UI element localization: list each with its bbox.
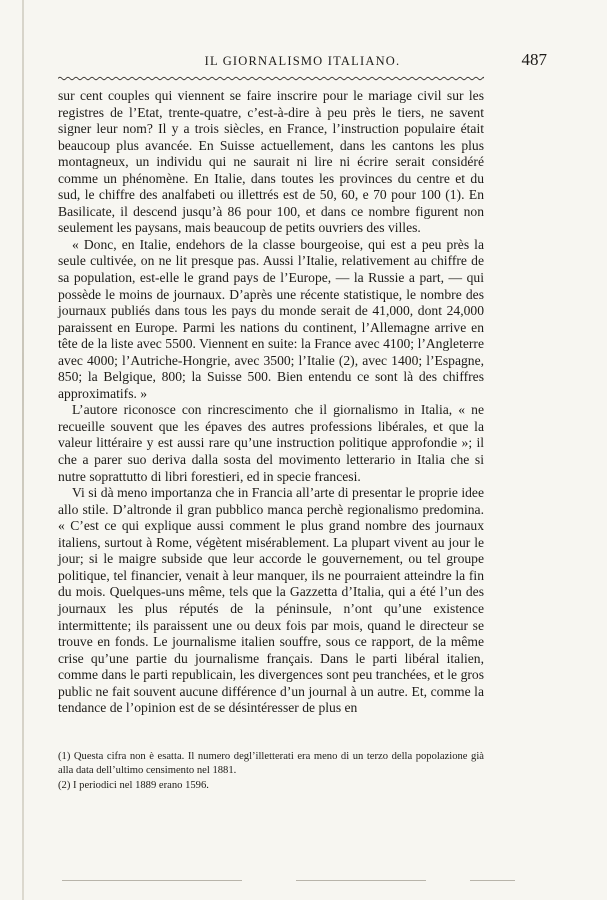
paragraph: L’autore riconosce con rincrescimento che il giornalismo in Italia, « ne recueille souvent que les épaves des autres professions libérales, et que la valeur littéraire y est aussi rare qu’une instruction politique approfondie »; il che a parer suo deriva dalla sosta del movimento letterario in Italia che si nutre soprattutto di libri forestieri, ed in specie francesi. [58, 402, 484, 484]
paragraph: sur cent couples qui viennent se faire inscrire pour le mariage civil sur les registres de l’Etat, trente-quatre, c’est-à-dire à peu près le tiers, ne savent signer leur nom? Il y a trois siècles, en France, l’instruction populaire était beaucoup plus avancée. En Suisse actuellement, dans les cantons les plus montagneux, un individu qui ne saurait ni lire ni écrire serait considéré comme un phénomène. En Italie, dans toutes les provinces du centre et du sud, le chiffre des analfabeti ou illettrés est de 50, 60, e 70 pour 100 (1). En Basilicate, il descend jusqu’à 86 pour 100, et dans ce nombre figurent non seulement les paysans, mais beaucoup de petits ouvriers des villes. [58, 88, 484, 236]
page-number: 487 [521, 50, 547, 69]
header-ornamental-rule [58, 76, 484, 81]
scan-mark [470, 880, 515, 881]
page-header [58, 50, 547, 72]
footnotes [58, 750, 484, 793]
paragraph: « Donc, en Italie, endehors de la classe bourgeoise, qui est a peu près la seule cultivée, on ne lit presque pas. Aussi l’Italie, relativement au chiffre de sa population, est-elle le grand pays de l’Europe, — la Russie a part, — qui possède le moins de journaux. D’après une récente statistique, le nombre des journaux publiés dans tous les pays du monde serait de 41,000, dont 24,000 paraissent en Europe. Parmi les nations du continent, l’Allemagne arrive en tête de la liste avec 5500. Viennent en suite: la France avec 4100; l’Angleterre avec 4000; l’Autriche-Hongrie, avec 3500; l’Italie (2), avec 1400; l’Espagne, 850; la Belgique, 800; la Suisse 500. Bien entendu ce sont là des chiffres approximatifs. » [58, 236, 484, 401]
running-title: IL GIORNALISMO ITALIANO. [204, 54, 401, 68]
scan-mark [62, 880, 242, 881]
footnote: (2) I periodici nel 1889 erano 1596. [58, 779, 209, 791]
body-text [58, 88, 484, 717]
page-gutter-shadow [22, 0, 24, 900]
scan-mark [296, 880, 426, 881]
footnote: (1) Questa cifra non è esatta. Il numero degl’illetterati era meno di un terzo della popolazione già alla data dell’ultimo censimento nel 1881. [58, 751, 484, 777]
paragraph: Vi si dà meno importanza che in Francia all’arte di presentar le proprie idee allo stile. D’altronde il gran pubblico manca perchè regionalismo predomina. « C’est ce qui explique aussi comment le plus grand nombre des journaux italiens, surtout à Rome, végètent misérablement. La plupart vivent au jour le jour; si le maigre subside que leur accorde le gouvernement, ou tel groupe politique, tel financier, venait à leur manquer, ils ne pourraient atteindre la fin du mois. Quelques-uns même, tels que la Gazzetta d’Italia, qui a été l’un des journaux les plus réputés de la péninsule, n’ont qu’une existence intermittente; ils paraissent une ou deux fois par mois, quand le directeur se trouve en fonds. Le journalisme italien souffre, sous ce rapport, de la même crise qu’une partie du journalisme français. Dans le parti libéral italien, comme dans le parti republicain, les divergences sont peu tranchées, et le gros public ne fait souvent aucune différence d’un journal à un autre. Et, comme la tendance de l’opinion est de se désintéresser de plus en [58, 485, 484, 716]
